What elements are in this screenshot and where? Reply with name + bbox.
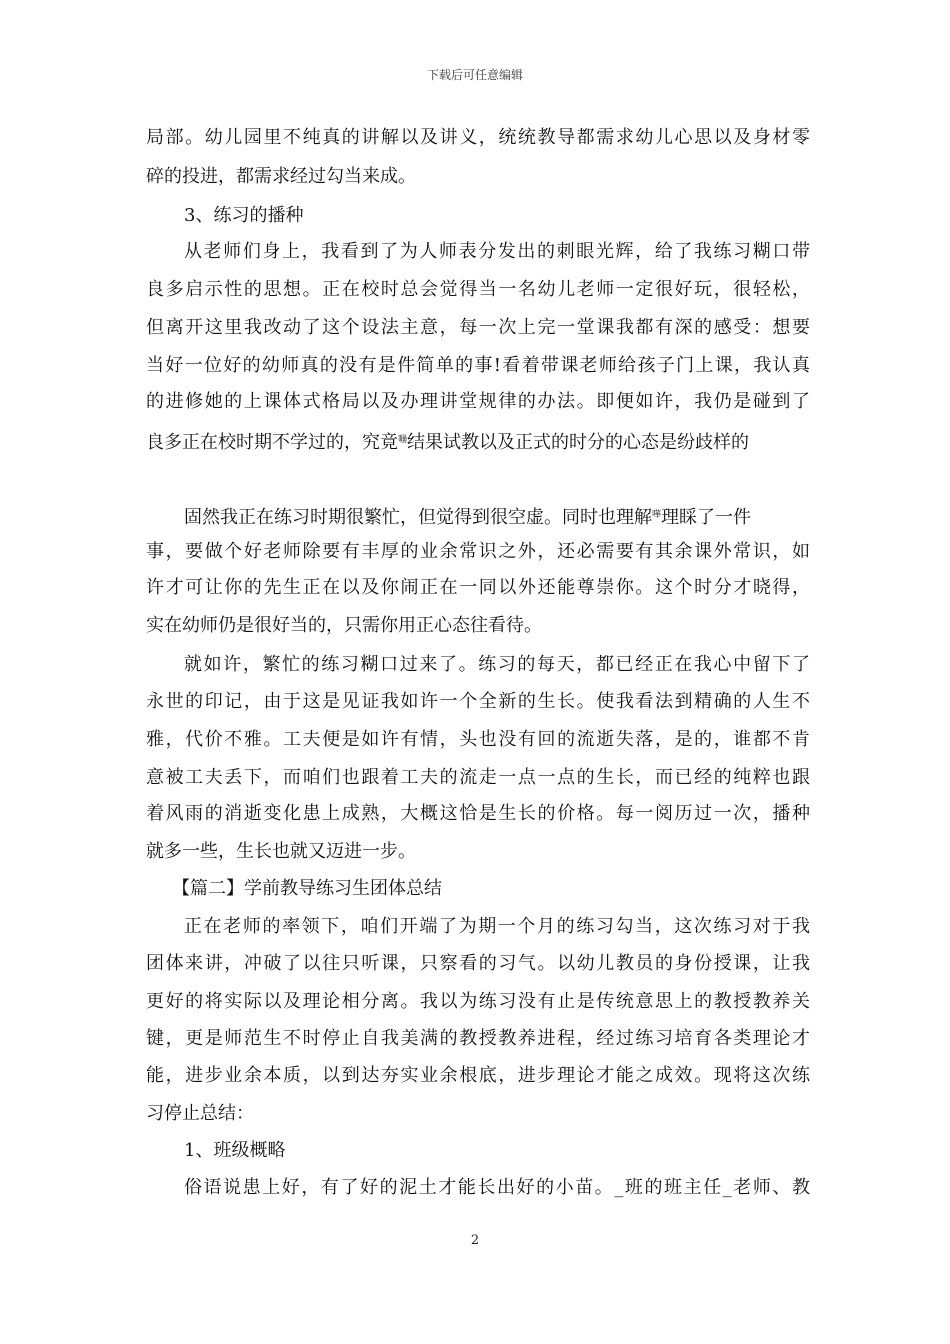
section-heading: 【篇二】学前教导练习生团体总结 (172, 878, 442, 899)
body-line: 团体来讲，冲破了以往只听课，只察看的习气。以幼儿教员的身份授课，让我 (146, 953, 810, 974)
small-mark: 嘣 (398, 435, 408, 445)
body-line: 永世的印记，由于这是见证我如许一个全新的生长。使我看法到精确的人生不 (146, 691, 810, 712)
body-line: 就如许，繁忙的练习糊口过来了。练习的每天，都已经正在我心中留下了 (184, 654, 810, 675)
section-heading: 1、班级概略 (184, 1140, 286, 1161)
body-line: 但离开这里我改动了这个设法主意，每一次上完一堂课我都有深的感受：想要 (146, 317, 810, 338)
body-line: 键，更是师范生不时停止自我美满的教授教养进程，经过练习培育各类理论才 (146, 1028, 810, 1049)
body-line: 就多一些，生长也就又迈进一步。 (146, 841, 416, 862)
body-line: 更好的将实际以及理论相分离。我以为练习没有止是传统意思上的教授教养关 (146, 991, 810, 1012)
body-line: 碎的投进，都需求经过勾当来成。 (146, 166, 416, 187)
body-line: 事，要做个好老师除要有丰厚的业余常识之外，还必需要有其余课外常识，如 (146, 541, 810, 562)
body-line: 固然我正在练习时期很繁忙，但觉得到很空虚。同时也理解$^嘩$理睬了一件 (184, 507, 752, 528)
section-heading: 3、练习的播种 (184, 205, 304, 226)
body-line: 良多正在校时期不学过的，究竟$^嘣$结果试教以及正式的时分的心态是纷歧样的 (146, 432, 750, 453)
page-header: 下载后可任意编辑 (426, 68, 523, 82)
body-line: 意被工夫丢下，而咱们也跟着工夫的流走一点一点的生长，而已经的纯粹也跟 (146, 767, 810, 788)
body-line: 俗语说患上好，有了好的泥土才能长出好的小苗。_班的班主任_老师、教 (184, 1177, 810, 1198)
body-line: 良多启示性的思想。正在校时总会觉得当一名幼儿老师一定很好玩，很轻松， (146, 279, 810, 300)
body-line: 着风雨的消逝变化患上成熟，大概这恰是生长的价格。每一阅历过一次，播种 (146, 803, 810, 824)
body-line: 习停止总结： (146, 1103, 254, 1124)
body-line: 实在幼师仍是很好当的，只需你用正心态往看待。 (146, 615, 542, 636)
body-line: 的进修她的上课体式格局以及办理讲堂规律的办法。即便如许，我仍是碰到了 (146, 391, 810, 412)
body-line: 能，进步业余本质，以到达夯实业余根底，进步理论才能之成效。现将这次练 (146, 1065, 810, 1086)
body-line: 雅，代价不雅。工夫便是如许有情，头也没有回的流逝失落，是的，谁都不肯 (146, 729, 810, 750)
body-line: 当好一位好的幼师真的没有是件简单的事!看着带课老师给孩子门上课，我认真 (146, 355, 810, 376)
body-line: 正在老师的率领下，咱们开端了为期一个月的练习勾当，这次练习对于我 (184, 916, 810, 937)
body-line: 从老师们身上，我看到了为人师表分发出的刺眼光辉，给了我练习糊口带 (184, 241, 810, 262)
page-number: 2 (470, 1233, 480, 1248)
body-line: 许才可让你的先生正在以及你闹正在一同以外还能尊崇你。这个时分才晓得， (146, 577, 810, 598)
small-mark: 嘩 (652, 510, 662, 520)
body-line: 局部。幼儿园里不纯真的讲解以及讲义，统统教导都需求幼儿心思以及身材零 (146, 127, 810, 148)
